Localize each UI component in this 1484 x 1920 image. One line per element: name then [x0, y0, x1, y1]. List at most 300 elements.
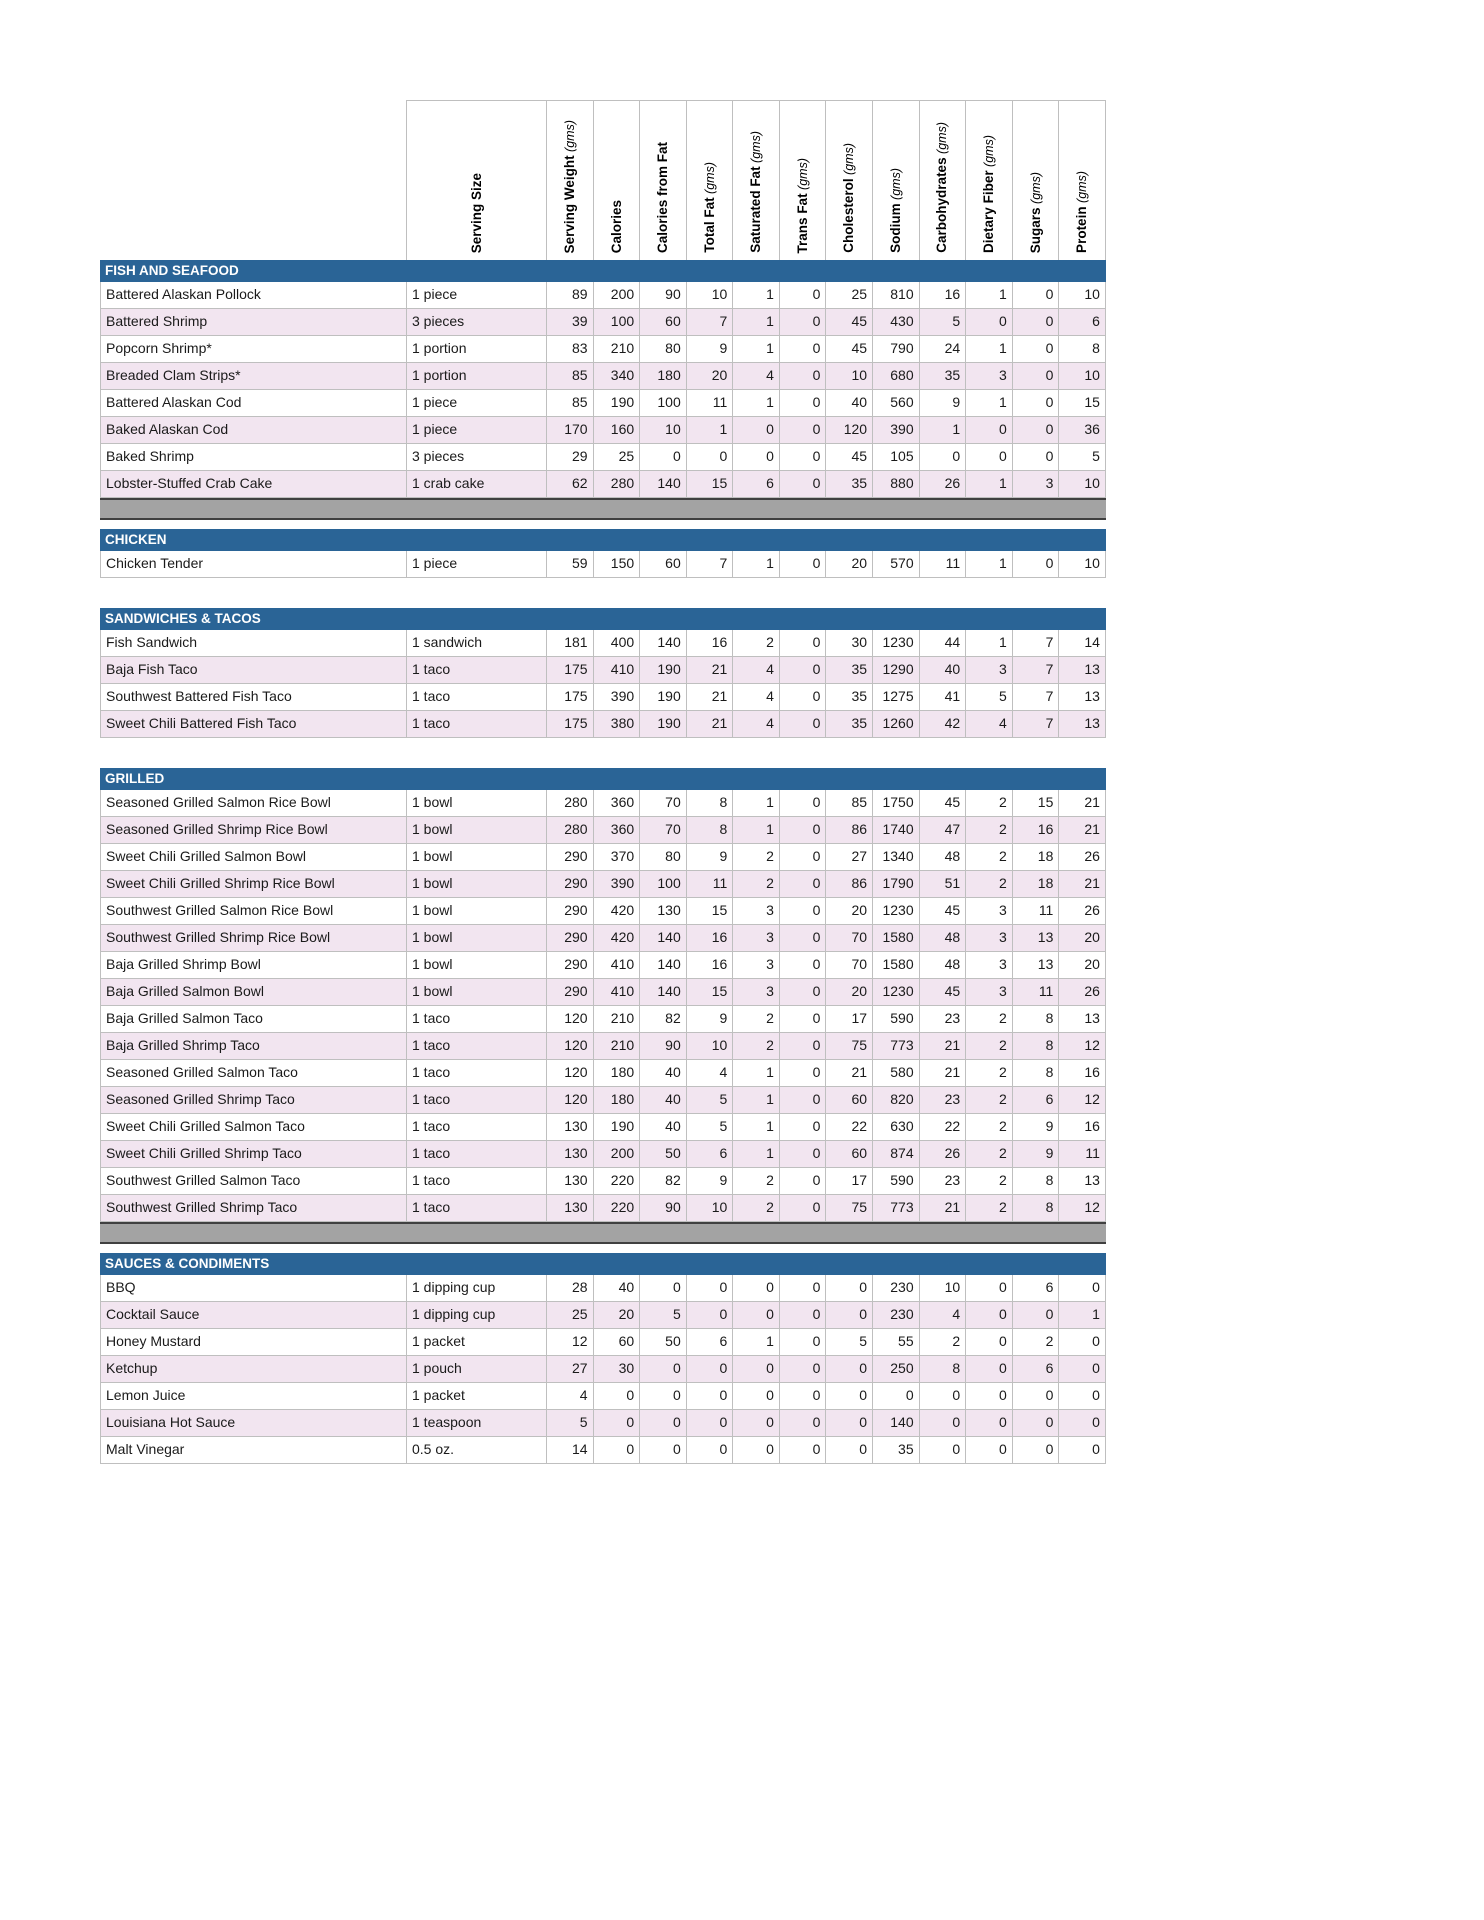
value-cell: 4 [732, 684, 779, 711]
item-name: Sweet Chili Grilled Shrimp Rice Bowl [100, 871, 406, 898]
value-cell: 26 [919, 471, 966, 498]
value-cell: 9 [686, 1168, 733, 1195]
value-cell: 0 [779, 1114, 826, 1141]
table-row [100, 1168, 1106, 1195]
value-cell: 2 [965, 817, 1012, 844]
value-cell: 0 [779, 1410, 826, 1437]
value-cell: 15 [686, 979, 733, 1006]
value-cell: 2 [965, 1114, 1012, 1141]
value-cell: 210 [593, 336, 640, 363]
item-name: Battered Shrimp [100, 309, 406, 336]
value-cell: 210 [593, 1033, 640, 1060]
value-cell: 0 [1012, 1302, 1059, 1329]
value-cell: 23 [919, 1087, 966, 1114]
value-cell: 1290 [872, 657, 919, 684]
column-header-text: Serving Size [469, 172, 484, 253]
value-cell: 0 [639, 1275, 686, 1302]
serving-size: 1 taco [406, 1168, 546, 1195]
value-cell: 17 [825, 1168, 872, 1195]
value-cell: 360 [593, 790, 640, 817]
value-cell: 16 [1058, 1114, 1106, 1141]
value-cell: 36 [1058, 417, 1106, 444]
value-cell: 0 [965, 309, 1012, 336]
value-cell: 44 [919, 630, 966, 657]
item-name: Southwest Grilled Shrimp Taco [100, 1195, 406, 1222]
value-cell: 0 [1012, 390, 1059, 417]
value-cell: 1750 [872, 790, 919, 817]
item-name: Chicken Tender [100, 551, 406, 578]
column-header-text: Protein [1074, 206, 1090, 253]
value-cell: 0 [919, 1383, 966, 1410]
value-cell: 0 [779, 1060, 826, 1087]
column-header-text: Calories [608, 199, 624, 253]
value-cell: 10 [686, 1195, 733, 1222]
value-cell: 10 [1058, 471, 1106, 498]
value-cell: 0 [1012, 417, 1059, 444]
value-cell: 0 [779, 1006, 826, 1033]
value-cell: 0 [779, 282, 826, 309]
value-cell: 2 [919, 1329, 966, 1356]
value-cell: 35 [872, 1437, 919, 1464]
value-cell: 4 [919, 1302, 966, 1329]
value-cell: 590 [872, 1168, 919, 1195]
value-cell: 21 [686, 711, 733, 738]
column-header-label [609, 200, 624, 253]
item-name: Baja Grilled Salmon Bowl [100, 979, 406, 1006]
value-cell: 175 [546, 711, 593, 738]
value-cell: 0 [779, 817, 826, 844]
value-cell: 90 [639, 282, 686, 309]
value-cell: 18 [1012, 871, 1059, 898]
value-cell: 190 [639, 684, 686, 711]
value-cell: 1580 [872, 952, 919, 979]
value-cell: 1 [965, 336, 1012, 363]
value-cell: 20 [1058, 952, 1106, 979]
value-cell: 0 [779, 898, 826, 925]
value-cell: 9 [919, 390, 966, 417]
value-cell: 0 [686, 1275, 733, 1302]
value-cell: 0 [686, 1302, 733, 1329]
value-cell: 580 [872, 1060, 919, 1087]
item-name: Sweet Chili Grilled Salmon Taco [100, 1114, 406, 1141]
value-cell: 0 [779, 417, 826, 444]
value-cell: 0 [825, 1302, 872, 1329]
value-cell: 5 [546, 1410, 593, 1437]
value-cell: 21 [1058, 817, 1106, 844]
value-cell: 48 [919, 925, 966, 952]
value-cell: 0 [593, 1383, 640, 1410]
column-header-text: Total Fat [701, 197, 717, 253]
value-cell: 1790 [872, 871, 919, 898]
table-row [100, 817, 1106, 844]
column-header-text: Saturated Fat [748, 166, 764, 253]
value-cell: 2 [965, 1006, 1012, 1033]
column-header-unit: (gms) [1028, 171, 1043, 208]
value-cell: 0 [779, 1033, 826, 1060]
value-cell: 2 [732, 1168, 779, 1195]
value-cell: 280 [593, 471, 640, 498]
value-cell: 15 [1058, 390, 1106, 417]
column-header-label [795, 158, 811, 253]
value-cell: 0 [965, 1329, 1012, 1356]
item-name: Southwest Grilled Shrimp Rice Bowl [100, 925, 406, 952]
value-cell: 1 [965, 551, 1012, 578]
value-cell: 9 [686, 844, 733, 871]
value-cell: 150 [593, 551, 640, 578]
value-cell: 13 [1058, 711, 1106, 738]
value-cell: 13 [1058, 657, 1106, 684]
column-header-carbohydrates [919, 100, 966, 260]
value-cell: 86 [825, 817, 872, 844]
table-row [100, 471, 1106, 498]
value-cell: 100 [639, 390, 686, 417]
value-cell: 8 [919, 1356, 966, 1383]
value-cell: 0 [965, 1356, 1012, 1383]
value-cell: 30 [825, 630, 872, 657]
value-cell: 25 [546, 1302, 593, 1329]
value-cell: 82 [639, 1168, 686, 1195]
value-cell: 773 [872, 1195, 919, 1222]
serving-size: 1 pouch [406, 1356, 546, 1383]
value-cell: 14 [1058, 630, 1106, 657]
value-cell: 5 [1058, 444, 1106, 471]
value-cell: 16 [1058, 1060, 1106, 1087]
value-cell: 0 [593, 1410, 640, 1437]
value-cell: 3 [1012, 471, 1059, 498]
value-cell: 9 [1012, 1114, 1059, 1141]
column-header-text: Sugars [1027, 207, 1043, 253]
value-cell: 290 [546, 925, 593, 952]
table-body [100, 260, 1106, 1464]
value-cell: 874 [872, 1141, 919, 1168]
value-cell: 0 [779, 979, 826, 1006]
value-cell: 21 [1058, 790, 1106, 817]
value-cell: 90 [639, 1033, 686, 1060]
value-cell: 14 [546, 1437, 593, 1464]
serving-size: 1 bowl [406, 925, 546, 952]
value-cell: 2 [965, 1033, 1012, 1060]
value-cell: 0 [779, 925, 826, 952]
serving-size: 1 piece [406, 417, 546, 444]
value-cell: 70 [825, 925, 872, 952]
value-cell: 40 [639, 1060, 686, 1087]
value-cell: 47 [919, 817, 966, 844]
value-cell: 0 [919, 1410, 966, 1437]
value-cell: 200 [593, 1141, 640, 1168]
value-cell: 0 [686, 1383, 733, 1410]
value-cell: 0 [965, 1437, 1012, 1464]
value-cell: 2 [965, 871, 1012, 898]
column-header-dietary-fiber [965, 100, 1012, 260]
value-cell: 0 [919, 444, 966, 471]
value-cell: 1 [965, 282, 1012, 309]
value-cell: 3 [965, 363, 1012, 390]
item-name: Seasoned Grilled Salmon Rice Bowl [100, 790, 406, 817]
column-header-serving-size [406, 100, 546, 260]
value-cell: 0 [1012, 444, 1059, 471]
value-cell: 0 [779, 1141, 826, 1168]
value-cell: 400 [593, 630, 640, 657]
value-cell: 250 [872, 1356, 919, 1383]
value-cell: 11 [1012, 979, 1059, 1006]
column-header-label [748, 131, 764, 253]
column-header-unit: (gms) [562, 119, 577, 155]
table-row [100, 1302, 1106, 1329]
item-name: Honey Mustard [100, 1329, 406, 1356]
value-cell: 2 [732, 844, 779, 871]
value-cell: 140 [872, 1410, 919, 1437]
value-cell: 11 [1058, 1141, 1106, 1168]
value-cell: 3 [732, 925, 779, 952]
value-cell: 85 [825, 790, 872, 817]
value-cell: 80 [639, 844, 686, 871]
value-cell: 0 [825, 1356, 872, 1383]
value-cell: 0 [779, 1275, 826, 1302]
value-cell: 290 [546, 844, 593, 871]
value-cell: 25 [825, 282, 872, 309]
value-cell: 20 [825, 898, 872, 925]
value-cell: 2 [965, 1141, 1012, 1168]
value-cell: 60 [639, 309, 686, 336]
value-cell: 0 [686, 444, 733, 471]
value-cell: 1 [732, 1114, 779, 1141]
value-cell: 160 [593, 417, 640, 444]
value-cell: 773 [872, 1033, 919, 1060]
value-cell: 3 [732, 952, 779, 979]
value-cell: 82 [639, 1006, 686, 1033]
value-cell: 35 [919, 363, 966, 390]
value-cell: 4 [965, 711, 1012, 738]
value-cell: 1 [732, 282, 779, 309]
column-header-text: Dietary Fiber [980, 170, 996, 253]
value-cell: 70 [639, 790, 686, 817]
value-cell: 26 [1058, 979, 1106, 1006]
value-cell: 40 [825, 390, 872, 417]
value-cell: 0 [1058, 1356, 1106, 1383]
value-cell: 16 [686, 925, 733, 952]
serving-size: 1 piece [406, 390, 546, 417]
value-cell: 12 [1058, 1033, 1106, 1060]
value-cell: 5 [965, 684, 1012, 711]
value-cell: 3 [732, 979, 779, 1006]
serving-size: 1 bowl [406, 844, 546, 871]
column-header-unit: (gms) [795, 157, 810, 193]
value-cell: 0 [779, 711, 826, 738]
value-cell: 0 [639, 1410, 686, 1437]
column-header-protein [1058, 100, 1106, 260]
serving-size: 1 bowl [406, 817, 546, 844]
value-cell: 180 [639, 363, 686, 390]
value-cell: 40 [639, 1114, 686, 1141]
value-cell: 45 [825, 309, 872, 336]
serving-size: 1 taco [406, 1060, 546, 1087]
item-name: Louisiana Hot Sauce [100, 1410, 406, 1437]
item-name: BBQ [100, 1275, 406, 1302]
value-cell: 1 [732, 551, 779, 578]
value-cell: 0 [1012, 309, 1059, 336]
value-cell: 0 [732, 1302, 779, 1329]
value-cell: 120 [546, 1006, 593, 1033]
value-cell: 230 [872, 1275, 919, 1302]
value-cell: 880 [872, 471, 919, 498]
value-cell: 35 [825, 657, 872, 684]
value-cell: 1 [732, 336, 779, 363]
value-cell: 1 [1058, 1302, 1106, 1329]
value-cell: 420 [593, 925, 640, 952]
value-cell: 0 [779, 444, 826, 471]
serving-size: 1 teaspoon [406, 1410, 546, 1437]
value-cell: 1 [965, 471, 1012, 498]
section-header-sandwiches-tacos: SANDWICHES & TACOS [100, 608, 1106, 630]
column-header-unit: (gms) [749, 131, 764, 167]
value-cell: 1 [732, 1329, 779, 1356]
value-cell: 35 [825, 471, 872, 498]
column-header-unit: (gms) [981, 135, 996, 171]
value-cell: 41 [919, 684, 966, 711]
value-cell: 370 [593, 844, 640, 871]
value-cell: 630 [872, 1114, 919, 1141]
value-cell: 60 [825, 1141, 872, 1168]
value-cell: 820 [872, 1087, 919, 1114]
value-cell: 20 [825, 979, 872, 1006]
value-cell: 48 [919, 844, 966, 871]
value-cell: 1 [965, 390, 1012, 417]
section-header-grilled: GRILLED [100, 768, 1106, 790]
serving-size: 1 taco [406, 1006, 546, 1033]
section-header-fish-and-seafood: FISH AND SEAFOOD [100, 260, 1106, 282]
table-row [100, 551, 1106, 578]
section-separator [100, 1222, 1106, 1244]
value-cell: 8 [1058, 336, 1106, 363]
value-cell: 0 [779, 309, 826, 336]
value-cell: 0 [639, 1383, 686, 1410]
value-cell: 0 [779, 1087, 826, 1114]
value-cell: 1 [732, 390, 779, 417]
serving-size: 1 taco [406, 1033, 546, 1060]
table-row [100, 1437, 1106, 1464]
value-cell: 130 [546, 1114, 593, 1141]
value-cell: 90 [639, 1195, 686, 1222]
serving-size: 1 piece [406, 282, 546, 309]
value-cell: 75 [825, 1033, 872, 1060]
value-cell: 7 [1012, 630, 1059, 657]
value-cell: 8 [1012, 1006, 1059, 1033]
value-cell: 8 [1012, 1195, 1059, 1222]
serving-size: 1 bowl [406, 790, 546, 817]
value-cell: 0 [965, 1410, 1012, 1437]
serving-size: 1 taco [406, 1141, 546, 1168]
value-cell: 12 [546, 1329, 593, 1356]
value-cell: 0 [1012, 282, 1059, 309]
column-header-saturated-fat [732, 100, 779, 260]
section-gap [100, 578, 1106, 608]
column-header-label [562, 120, 578, 253]
value-cell: 570 [872, 551, 919, 578]
value-cell: 8 [1012, 1033, 1059, 1060]
value-cell: 21 [825, 1060, 872, 1087]
value-cell: 2 [732, 1195, 779, 1222]
value-cell: 59 [546, 551, 593, 578]
item-name: Seasoned Grilled Shrimp Rice Bowl [100, 817, 406, 844]
value-cell: 0 [779, 844, 826, 871]
value-cell: 1340 [872, 844, 919, 871]
value-cell: 380 [593, 711, 640, 738]
value-cell: 0 [1012, 551, 1059, 578]
value-cell: 0 [779, 363, 826, 390]
value-cell: 11 [686, 871, 733, 898]
value-cell: 2 [732, 871, 779, 898]
value-cell: 430 [872, 309, 919, 336]
value-cell: 22 [825, 1114, 872, 1141]
value-cell: 105 [872, 444, 919, 471]
serving-size: 3 pieces [406, 309, 546, 336]
value-cell: 30 [593, 1356, 640, 1383]
value-cell: 1580 [872, 925, 919, 952]
table-row [100, 417, 1106, 444]
item-name: Baked Shrimp [100, 444, 406, 471]
value-cell: 0 [686, 1410, 733, 1437]
value-cell: 45 [825, 444, 872, 471]
value-cell: 0 [779, 1383, 826, 1410]
value-cell: 45 [919, 898, 966, 925]
column-header-total-fat [686, 100, 733, 260]
value-cell: 0 [1058, 1329, 1106, 1356]
table-row [100, 684, 1106, 711]
value-cell: 4 [732, 711, 779, 738]
value-cell: 4 [686, 1060, 733, 1087]
value-cell: 290 [546, 871, 593, 898]
value-cell: 50 [639, 1141, 686, 1168]
value-cell: 230 [872, 1302, 919, 1329]
value-cell: 340 [593, 363, 640, 390]
value-cell: 0 [1058, 1275, 1106, 1302]
value-cell: 2 [732, 630, 779, 657]
value-cell: 70 [825, 952, 872, 979]
column-header-calories-from-fat [639, 100, 686, 260]
value-cell: 7 [686, 551, 733, 578]
value-cell: 120 [546, 1060, 593, 1087]
column-header-unit: (gms) [842, 143, 857, 179]
value-cell: 83 [546, 336, 593, 363]
value-cell: 420 [593, 898, 640, 925]
column-header-trans-fat [779, 100, 826, 260]
value-cell: 0 [965, 444, 1012, 471]
value-cell: 20 [593, 1302, 640, 1329]
table-header-row [100, 100, 1106, 260]
value-cell: 85 [546, 363, 593, 390]
table-row [100, 790, 1106, 817]
value-cell: 28 [546, 1275, 593, 1302]
column-header-sugars [1012, 100, 1059, 260]
value-cell: 45 [825, 336, 872, 363]
value-cell: 8 [686, 817, 733, 844]
table-row [100, 711, 1106, 738]
value-cell: 10 [686, 1033, 733, 1060]
table-row [100, 1033, 1106, 1060]
value-cell: 45 [919, 979, 966, 1006]
value-cell: 0 [732, 417, 779, 444]
value-cell: 1 [732, 817, 779, 844]
value-cell: 360 [593, 817, 640, 844]
column-header-label [469, 173, 484, 253]
value-cell: 2 [732, 1033, 779, 1060]
value-cell: 10 [1058, 551, 1106, 578]
column-header-calories [593, 100, 640, 260]
serving-size: 1 bowl [406, 952, 546, 979]
serving-size: 1 bowl [406, 871, 546, 898]
nutrition-table [100, 100, 1106, 1464]
item-name: Sweet Chili Grilled Salmon Bowl [100, 844, 406, 871]
